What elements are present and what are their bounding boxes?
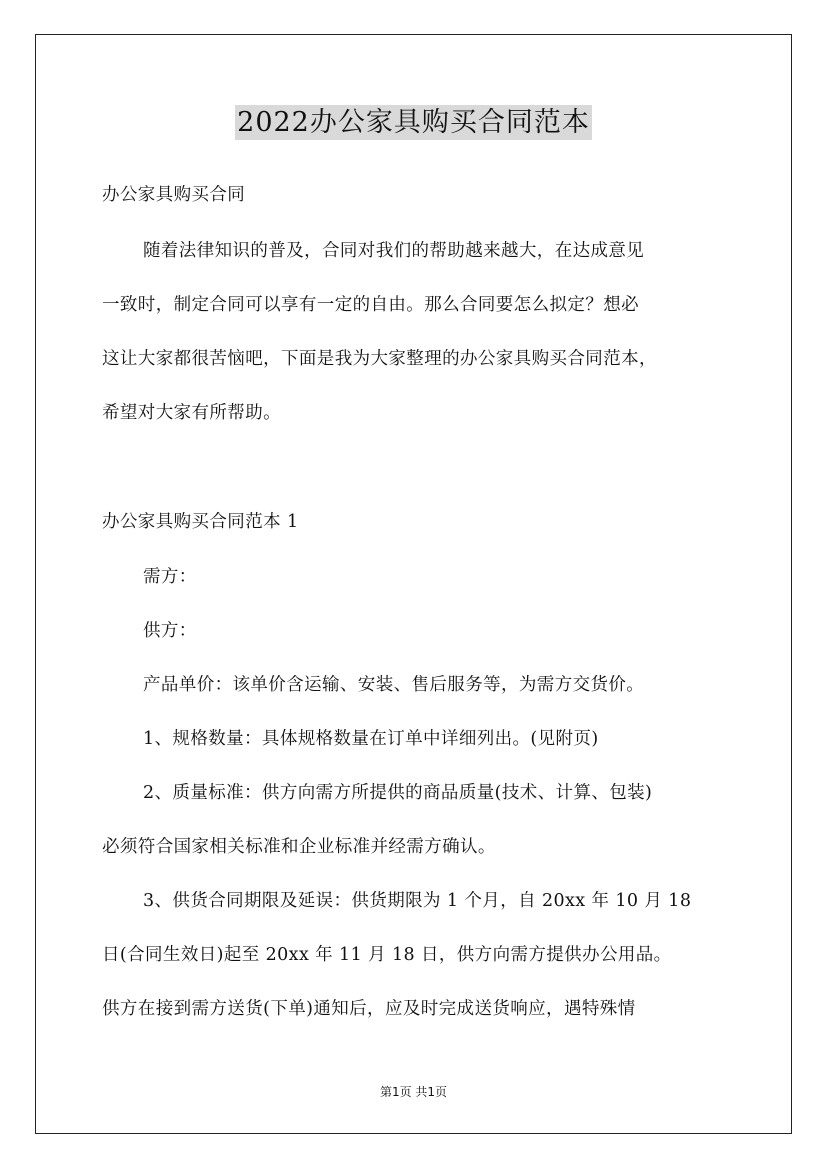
section-title: 办公家具购买合同范本 1 <box>102 512 299 532</box>
intro-line-4: 希望对大家有所帮助。 <box>102 403 281 423</box>
clause-3-line-3: 供方在接到需方送货(下单)通知后，应及时完成送货响应，遇特殊情 <box>102 999 636 1019</box>
demand-party-line: 需方： <box>143 567 197 587</box>
clause-2-line-1: 2、质量标准：供方向需方所提供的商品质量(技术、计算、包装) <box>143 783 653 803</box>
intro-line-2: 一致时，制定合同可以享有一定的自由。那么合同要怎么拟定？想必 <box>102 295 639 315</box>
page-footer: 第1页 共1页 <box>379 1085 448 1099</box>
clause-2-line-2: 必须符合国家相关标准和企业标准并经需方确认。 <box>102 837 496 857</box>
document-title-wrapper <box>0 100 827 139</box>
unit-price-line: 产品单价：该单价含运输、安装、售后服务等，为需方交货价。 <box>143 675 645 695</box>
subtitle: 办公家具购买合同 <box>102 185 246 205</box>
document-title: 2022办公家具购买合同范本 <box>237 107 590 138</box>
intro-line-1: 随着法律知识的普及，合同对我们的帮助越来越大，在达成意见 <box>143 241 645 261</box>
clause-1-line: 1、规格数量：具体规格数量在订单中详细列出。(见附页) <box>143 729 599 749</box>
clause-3-line-1: 3、供货合同期限及延误：供货期限为 1 个月，自 20xx 年 10 月 18 <box>143 891 692 911</box>
clause-3-line-2: 日(合同生效日)起至 20xx 年 11 月 18 日，供方向需方提供办公用品。 <box>102 945 672 965</box>
intro-line-3: 这让大家都很苦恼吧，下面是我为大家整理的办公家具购买合同范本， <box>102 349 657 369</box>
supply-party-line: 供方： <box>143 621 197 641</box>
